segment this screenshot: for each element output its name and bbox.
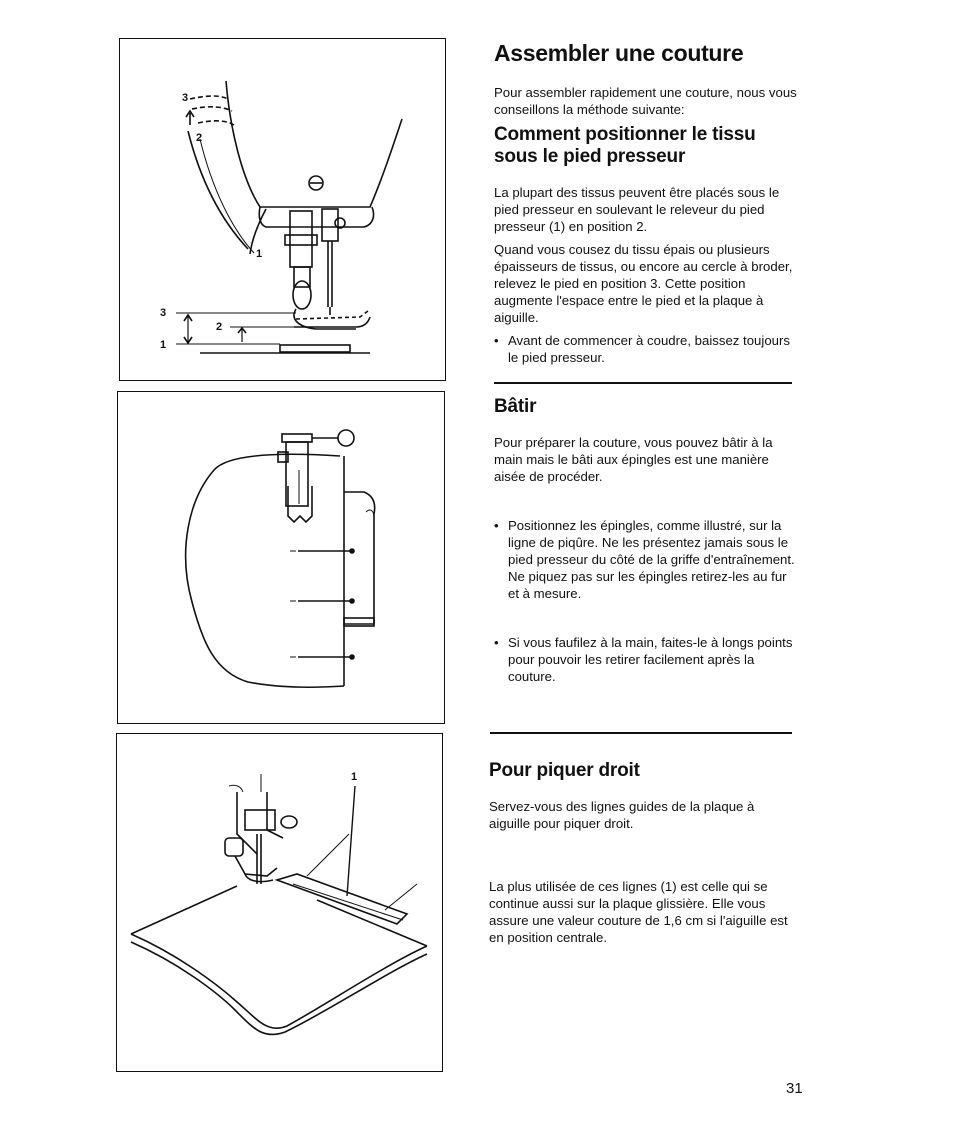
batir-title: Bâtir <box>494 396 537 417</box>
section-assembler <box>494 40 798 366</box>
height-position-3-label: 3 <box>160 307 167 319</box>
lever-position-2-label: 2 <box>196 132 203 144</box>
lever-label-1: 1 <box>256 248 263 260</box>
guide-line-label-1: 1 <box>351 771 358 783</box>
figure-presser-foot-positions <box>119 38 446 381</box>
bullet-epingles: • Positionnez les épingles, comme illustré, sur la ligne de piqûre. Ne les présentez jamais sous le pied presseur du côté de la griffe d'entraînement. Ne piquez pas sur les épingles retirez-les au fur et à mesure. <box>494 517 798 602</box>
section-batir <box>494 396 798 685</box>
paragraph-epais: Quand vous cousez du tissu épais ou plusieurs épaisseurs de tissus, ou encore au cercle à broder, relevez le pied en position 3. Cette position augmente l'espace entre le pied et la plaque à aiguille. <box>494 242 793 325</box>
divider-1 <box>494 382 792 384</box>
intro-paragraph: Pour assembler rapidement une couture, nous vous conseillons la méthode suivante: <box>494 85 797 117</box>
page-title: Assembler une couture <box>494 40 744 66</box>
piquer-intro: Servez-vous des lignes guides de la plaque à aiguille pour piquer droit. <box>489 799 755 831</box>
piquer-detail: La plus utilisée de ces lignes (1) est celle qui se continue aussi sur la plaque glissière. Elle vous assure une valeur couture de 1,6 cm si l'aiguille est en position centrale. <box>489 879 788 945</box>
height-position-1-label: 1 <box>160 339 167 351</box>
page-number: 31 <box>786 1080 803 1097</box>
bullet-baissez: • Avant de commencer à coudre, baissez toujours le pied presseur. <box>494 332 798 366</box>
batir-intro: Pour préparer la couture, vous pouvez bâtir à la main mais le bâti aux épingles est une manière aisée de procéder. <box>494 435 773 484</box>
bullet-faufilez: • Si vous faufilez à la main, faites-le à longs points pour pouvoir les retirer facilement après la couture. <box>494 634 798 685</box>
subtitle-positionner <box>494 124 798 168</box>
piquer-droit-title: Pour piquer droit <box>489 760 640 781</box>
paragraph-placement: La plupart des tissus peuvent être placés sous le pied presseur en soulevant le releveur du pied presseur (1) en position 2. <box>494 185 780 234</box>
subtitle-line-2: sous le pied presseur <box>494 146 686 167</box>
divider-2 <box>490 732 792 734</box>
figure-basting-pins <box>117 391 445 724</box>
section-piquer-droit <box>489 760 793 946</box>
lever-position-3-label: 3 <box>182 92 189 104</box>
presser-foot-illustration <box>120 39 445 380</box>
height-position-2-label: 2 <box>216 321 223 333</box>
straight-sewing-illustration <box>117 734 442 1071</box>
figure-sewing-straight <box>116 733 443 1072</box>
pins-illustration <box>118 392 444 723</box>
subtitle-line-1: Comment positionner le tissu <box>494 124 756 145</box>
